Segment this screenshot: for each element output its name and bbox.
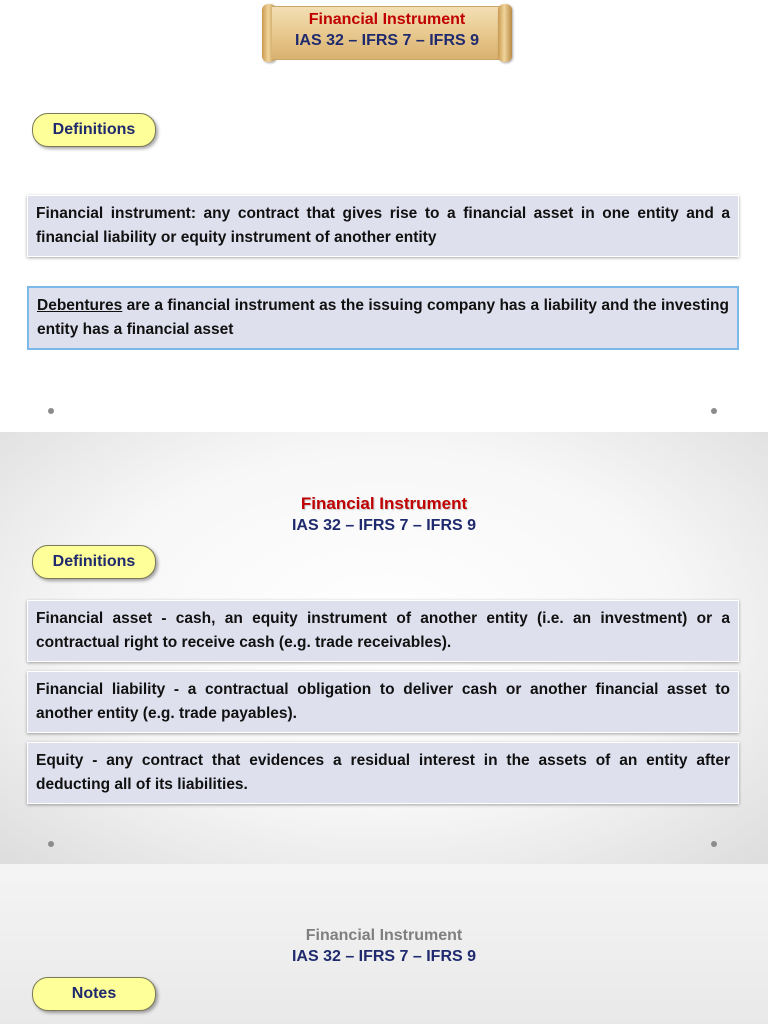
slide-dot-right [711, 841, 717, 847]
slide-dot-left [48, 841, 54, 847]
scroll-title-block [262, 10, 512, 52]
slide-2 [0, 432, 768, 864]
slide-subtitle: IAS 32 – IFRS 7 – IFRS 9 [291, 517, 477, 534]
definitions-pill: Definitions [32, 545, 156, 579]
slide-1 [0, 0, 768, 432]
slide-title: Financial Instrument [300, 494, 468, 513]
definition-box-financial-asset: Financial asset - cash, an equity instrument of another entity (i.e. an investment) or a contractual right to receive cash (e.g. trade receivables). [27, 600, 739, 662]
definition-box-financial-instrument: Financial instrument: any contract that gives rise to a financial asset in one entity and a financial liability or equity instrument of another entity [27, 195, 739, 257]
slide-dot-left [48, 408, 54, 414]
debentures-term: Debentures [37, 297, 123, 314]
title-scroll-banner [262, 4, 512, 62]
definition-box-financial-liability: Financial liability - a contractual obligation to deliver cash or another financial asset to another entity (e.g. trade payables). [27, 671, 739, 733]
slide-title-block [0, 926, 768, 968]
definition-box-debentures [27, 286, 739, 350]
debentures-text: are a financial instrument as the issuing company has a liability and the investing entity has a financial asset [37, 297, 729, 338]
notes-pill: Notes [32, 977, 156, 1011]
slide-dot-right [711, 408, 717, 414]
slide-title-block [0, 493, 768, 537]
definition-box-equity: Equity - any contract that evidences a residual interest in the assets of an entity after deducting all of its liabilities. [27, 742, 739, 804]
slide-subtitle: IAS 32 – IFRS 7 – IFRS 9 [294, 32, 480, 49]
slide-title: Financial Instrument [308, 11, 466, 28]
definitions-pill: Definitions [32, 113, 156, 147]
slide-3 [0, 864, 768, 1024]
slide-subtitle: IAS 32 – IFRS 7 – IFRS 9 [291, 948, 477, 965]
slide-title: Financial Instrument [305, 927, 463, 944]
